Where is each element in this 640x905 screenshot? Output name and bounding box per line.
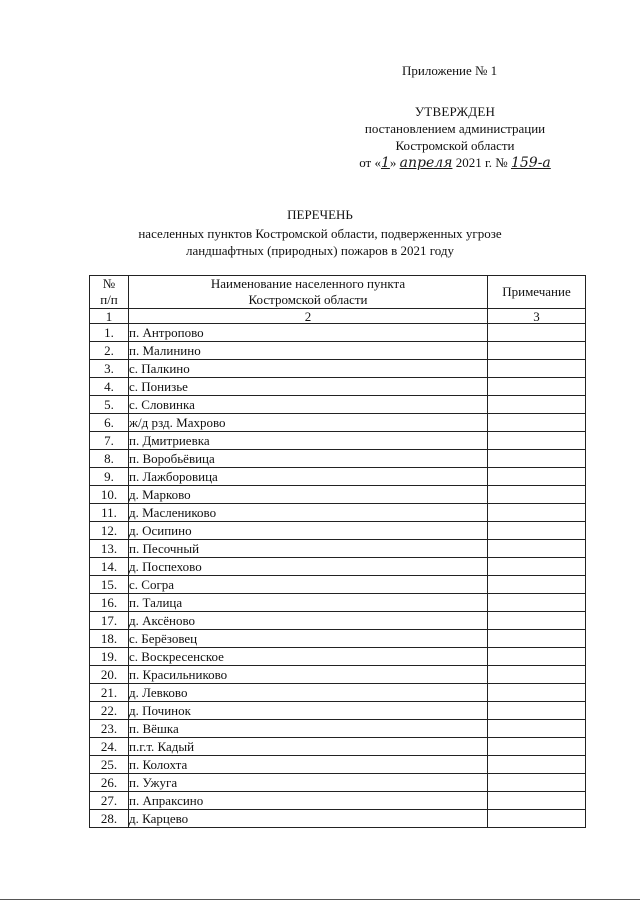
header-name xyxy=(129,276,488,309)
handwritten-month: апреля xyxy=(399,155,453,171)
row-number: 6. xyxy=(90,414,129,432)
settlement-name: п. Антропово xyxy=(129,324,488,342)
row-number: 10. xyxy=(90,486,129,504)
settlement-name: с. Словинка xyxy=(129,396,488,414)
row-number: 5. xyxy=(90,396,129,414)
table-row xyxy=(90,396,586,414)
row-number: 22. xyxy=(90,702,129,720)
row-number: 17. xyxy=(90,612,129,630)
settlement-name: п. Лажборовица xyxy=(129,468,488,486)
row-note xyxy=(488,684,586,702)
table-row xyxy=(90,684,586,702)
settlement-name: д. Маслениково xyxy=(129,504,488,522)
approval-block xyxy=(330,103,580,172)
row-number: 15. xyxy=(90,576,129,594)
decree-date-line xyxy=(330,154,580,172)
row-note xyxy=(488,720,586,738)
settlement-name: п. Ужуга xyxy=(129,774,488,792)
table-row xyxy=(90,594,586,612)
row-number: 7. xyxy=(90,432,129,450)
date-mid: » xyxy=(389,155,397,170)
page-bottom-edge xyxy=(0,899,640,900)
table-row xyxy=(90,792,586,810)
table-row xyxy=(90,630,586,648)
table-row xyxy=(90,756,586,774)
settlement-name: ж/д рзд. Махрово xyxy=(129,414,488,432)
settlement-name: с. Согра xyxy=(129,576,488,594)
settlement-name: п.г.т. Кадый xyxy=(129,738,488,756)
settlement-name: п. Воробьёвица xyxy=(129,450,488,468)
table-row xyxy=(90,486,586,504)
column-index-3: 3 xyxy=(488,309,586,324)
table-row xyxy=(90,810,586,828)
settlement-name: п. Малинино xyxy=(129,342,488,360)
column-index-1: 1 xyxy=(90,309,129,324)
column-index-row xyxy=(90,309,586,324)
header-number-line-1: № xyxy=(102,276,116,291)
table-row xyxy=(90,360,586,378)
row-number: 20. xyxy=(90,666,129,684)
table-row xyxy=(90,468,586,486)
row-number: 4. xyxy=(90,378,129,396)
settlement-name: с. Воскресенское xyxy=(129,648,488,666)
table-row xyxy=(90,450,586,468)
header-name-line-2: Костромской области xyxy=(248,292,368,307)
list-subtitle-line-2: ландшафтных (природных) пожаров в 2021 году xyxy=(185,243,455,258)
settlement-name: п. Песочный xyxy=(129,540,488,558)
row-note xyxy=(488,468,586,486)
row-number: 25. xyxy=(90,756,129,774)
row-note xyxy=(488,756,586,774)
table-row xyxy=(90,720,586,738)
settlement-name: с. Понизье xyxy=(129,378,488,396)
approved-line-2: Костромской области xyxy=(395,138,515,153)
settlement-name: п. Апраксино xyxy=(129,792,488,810)
table-row xyxy=(90,576,586,594)
row-number: 27. xyxy=(90,792,129,810)
list-title: ПЕРЕЧЕНЬ xyxy=(287,207,353,222)
row-note xyxy=(488,666,586,684)
table-row xyxy=(90,378,586,396)
row-note xyxy=(488,360,586,378)
row-note xyxy=(488,342,586,360)
settlement-name: с. Берёзовец xyxy=(129,630,488,648)
table-row xyxy=(90,648,586,666)
date-prefix: от « xyxy=(359,155,381,170)
row-number: 16. xyxy=(90,594,129,612)
appendix-label: Приложение № 1 xyxy=(402,63,498,78)
table-row xyxy=(90,738,586,756)
row-note xyxy=(488,522,586,540)
row-number: 3. xyxy=(90,360,129,378)
row-number: 21. xyxy=(90,684,129,702)
table-row xyxy=(90,522,586,540)
table-header-row xyxy=(90,276,586,309)
row-number: 1. xyxy=(90,324,129,342)
table-row xyxy=(90,342,586,360)
row-number: 8. xyxy=(90,450,129,468)
header-name-line-1: Наименование населенного пункта xyxy=(210,276,406,291)
table-row xyxy=(90,774,586,792)
table-row xyxy=(90,702,586,720)
row-number: 19. xyxy=(90,648,129,666)
row-number: 24. xyxy=(90,738,129,756)
settlement-name: п. Колохта xyxy=(129,756,488,774)
settlement-name: п. Красильниково xyxy=(129,666,488,684)
table-row xyxy=(90,540,586,558)
column-index-2: 2 xyxy=(129,309,488,324)
header-number xyxy=(90,276,129,309)
row-number: 12. xyxy=(90,522,129,540)
handwritten-day: 1 xyxy=(380,155,390,171)
settlement-name: д. Осипино xyxy=(129,522,488,540)
row-note xyxy=(488,450,586,468)
table-row xyxy=(90,666,586,684)
handwritten-decree-number: 159-а xyxy=(510,155,551,171)
list-header xyxy=(0,206,640,259)
table-body xyxy=(90,324,586,828)
row-note xyxy=(488,540,586,558)
row-note xyxy=(488,486,586,504)
row-note xyxy=(488,414,586,432)
row-number: 11. xyxy=(90,504,129,522)
row-note xyxy=(488,612,586,630)
row-number: 23. xyxy=(90,720,129,738)
row-number: 28. xyxy=(90,810,129,828)
row-number: 18. xyxy=(90,630,129,648)
row-note xyxy=(488,648,586,666)
approved-title: УТВЕРЖДЕН xyxy=(414,104,496,119)
row-note xyxy=(488,702,586,720)
header-number-line-2: п/п xyxy=(100,292,118,307)
table-row xyxy=(90,558,586,576)
row-note xyxy=(488,432,586,450)
settlement-name: п. Дмитриевка xyxy=(129,432,488,450)
settlement-name: д. Марково xyxy=(129,486,488,504)
settlement-name: д. Левково xyxy=(129,684,488,702)
settlement-name: п. Вёшка xyxy=(129,720,488,738)
row-number: 9. xyxy=(90,468,129,486)
settlement-name: д. Карцево xyxy=(129,810,488,828)
row-number: 13. xyxy=(90,540,129,558)
approved-line-1: постановлением администрации xyxy=(364,121,546,136)
row-note xyxy=(488,792,586,810)
table-row xyxy=(90,414,586,432)
row-note xyxy=(488,774,586,792)
settlement-name: д. Починок xyxy=(129,702,488,720)
row-note xyxy=(488,630,586,648)
date-year-number: 2021 г. № xyxy=(455,155,508,170)
settlements-table xyxy=(89,275,586,828)
settlement-name: д. Аксёново xyxy=(129,612,488,630)
settlement-name: д. Поспехово xyxy=(129,558,488,576)
row-note xyxy=(488,738,586,756)
row-note xyxy=(488,594,586,612)
settlement-name: п. Талица xyxy=(129,594,488,612)
table-row xyxy=(90,504,586,522)
table-row xyxy=(90,612,586,630)
table-row xyxy=(90,432,586,450)
row-note xyxy=(488,396,586,414)
row-note xyxy=(488,504,586,522)
row-note xyxy=(488,378,586,396)
row-note xyxy=(488,576,586,594)
row-note xyxy=(488,324,586,342)
table-row xyxy=(90,324,586,342)
row-number: 26. xyxy=(90,774,129,792)
row-note xyxy=(488,810,586,828)
list-subtitle-line-1: населенных пунктов Костромской области, подверженных угрозе xyxy=(138,226,502,241)
row-number: 2. xyxy=(90,342,129,360)
row-number: 14. xyxy=(90,558,129,576)
header-note: Примечание xyxy=(488,276,586,309)
row-note xyxy=(488,558,586,576)
settlement-name: с. Палкино xyxy=(129,360,488,378)
